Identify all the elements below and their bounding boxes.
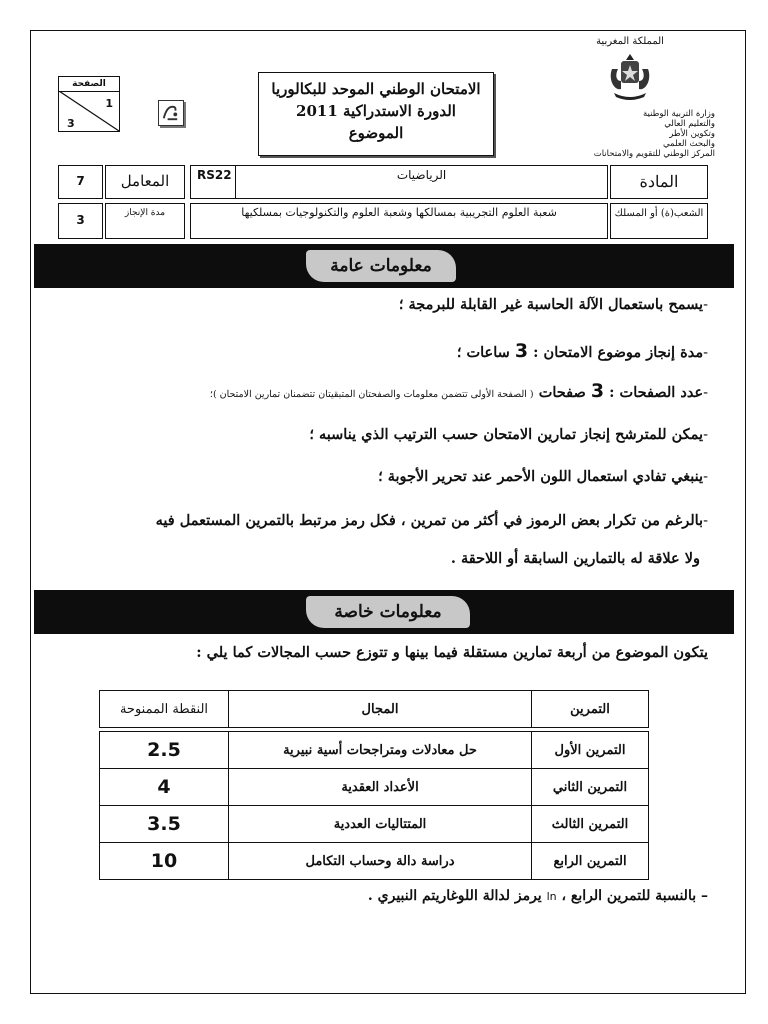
ministry-line: المركز الوطني للتقويم والامتحانات	[593, 149, 715, 159]
duration-number: 3	[514, 340, 529, 362]
header-domain: المجال	[229, 691, 532, 728]
subject-value: الرياضيات	[235, 165, 608, 199]
table-row	[100, 843, 649, 880]
exercise-domain: المتتاليات العددية	[229, 806, 532, 843]
track-value: شعبة العلوم التجريبية بمسالكها وشعبة العلوم والتكنولوجيات بمسلكيها	[190, 203, 608, 239]
coat-of-arms-icon	[604, 51, 656, 103]
page-label: الصفحة	[59, 77, 119, 92]
ministry-block	[545, 36, 715, 158]
exam-title: الامتحان الوطني الموحد للبكالوريا	[271, 80, 481, 98]
info-line: -يسمح باستعمال الآلة الحاسبة غير القابلة للبرمجة ؛	[398, 296, 708, 313]
ministry-line: وزارة التربية الوطنية	[642, 109, 715, 119]
ministry-name	[545, 109, 715, 159]
subject-code: RS22	[190, 165, 236, 199]
duration-label: مدة الإنجاز	[105, 203, 185, 239]
general-info-heading: معلومات عامة	[306, 250, 456, 282]
specific-info-banner	[34, 590, 734, 634]
assessment-logo-icon	[158, 100, 184, 126]
general-info-banner	[34, 244, 734, 288]
coefficient-label: المعامل	[105, 165, 185, 199]
ln-note: – بالنسبة للتمرين الرابع ، ln يرمز لدالة اللوغاريتم النبيري .	[367, 888, 708, 904]
specific-info-heading: معلومات خاصة	[306, 596, 470, 628]
info-line-continued: ولا علاقة له بالتمارين السابقة أو اللاحقة .	[450, 550, 700, 567]
ministry-line: والبحث العلمي	[662, 139, 715, 149]
exercise-points: 2.5	[100, 732, 229, 769]
exercise-name: التمرين الرابع	[532, 843, 649, 880]
exercise-name: التمرين الأول	[532, 732, 649, 769]
info-line: -مدة إنجاز موضوع الامتحان : 3 ساعات ؛	[456, 340, 708, 362]
info-line: -يمكن للمترشح إنجاز تمارين الامتحان حسب الترتيب الذي يناسبه ؛	[309, 426, 708, 443]
page-number-box	[58, 76, 120, 132]
exam-subject-heading: الموضوع	[348, 124, 404, 142]
exercise-points: 4	[100, 769, 229, 806]
track-label: الشعب(ة) أو المسلك	[610, 203, 708, 239]
table-row	[100, 769, 649, 806]
page-number: 1	[105, 97, 113, 110]
exercise-points: 3.5	[100, 806, 229, 843]
exercise-points: 10	[100, 843, 229, 880]
subject-label: المادة	[610, 165, 708, 199]
header-points: النقطة الممنوحة	[100, 691, 229, 728]
exercise-name: التمرين الثاني	[532, 769, 649, 806]
table-row	[100, 806, 649, 843]
exam-title-box	[258, 72, 494, 156]
info-line: -ينبغي تفادي استعمال اللون الأحمر عند تحرير الأجوبة ؛	[378, 468, 708, 485]
pages-number: 3	[590, 380, 605, 402]
table-row	[100, 732, 649, 769]
info-line: -عدد الصفحات : 3 صفحات ( الصفحة الأولى تتضمن معلومات والصفحتان المتبقيتان تتضمنان تمارين الامتحان )؛	[209, 380, 708, 402]
pages-note: ( الصفحة الأولى تتضمن معلومات والصفحتان المتبقيتان تتضمنان تمارين الامتحان )؛	[209, 389, 534, 400]
exercise-domain: الأعداد العقدية	[229, 769, 532, 806]
page-total: 3	[67, 117, 75, 130]
ministry-line: وتكوين الأطر	[669, 129, 715, 139]
table-header-row	[100, 691, 649, 728]
kingdom-label: المملكة المغربية	[596, 36, 664, 47]
ministry-line: والتعليم العالي	[664, 119, 715, 129]
exercise-name: التمرين الثالث	[532, 806, 649, 843]
exercises-table	[99, 690, 649, 880]
info-line: -بالرغم من تكرار بعض الرموز في أكثر من تمرين ، فكل رمز مرتبط بالتمرين المستعمل فيه	[155, 512, 708, 529]
exercise-domain: حل معادلات ومتراجحات أسية نبيرية	[229, 732, 532, 769]
exam-session: الدورة الاستدراكية 2011	[296, 102, 456, 120]
ln-symbol: ln	[546, 890, 557, 903]
exercises-intro: يتكون الموضوع من أربعة تمارين مستقلة فيما بينها و تتوزع حسب المجالات كما يلي :	[196, 644, 708, 661]
exercise-domain: دراسة دالة وحساب التكامل	[229, 843, 532, 880]
header-exercise: التمرين	[532, 691, 649, 728]
duration-value: 3	[58, 203, 103, 239]
coefficient-value: 7	[58, 165, 103, 199]
